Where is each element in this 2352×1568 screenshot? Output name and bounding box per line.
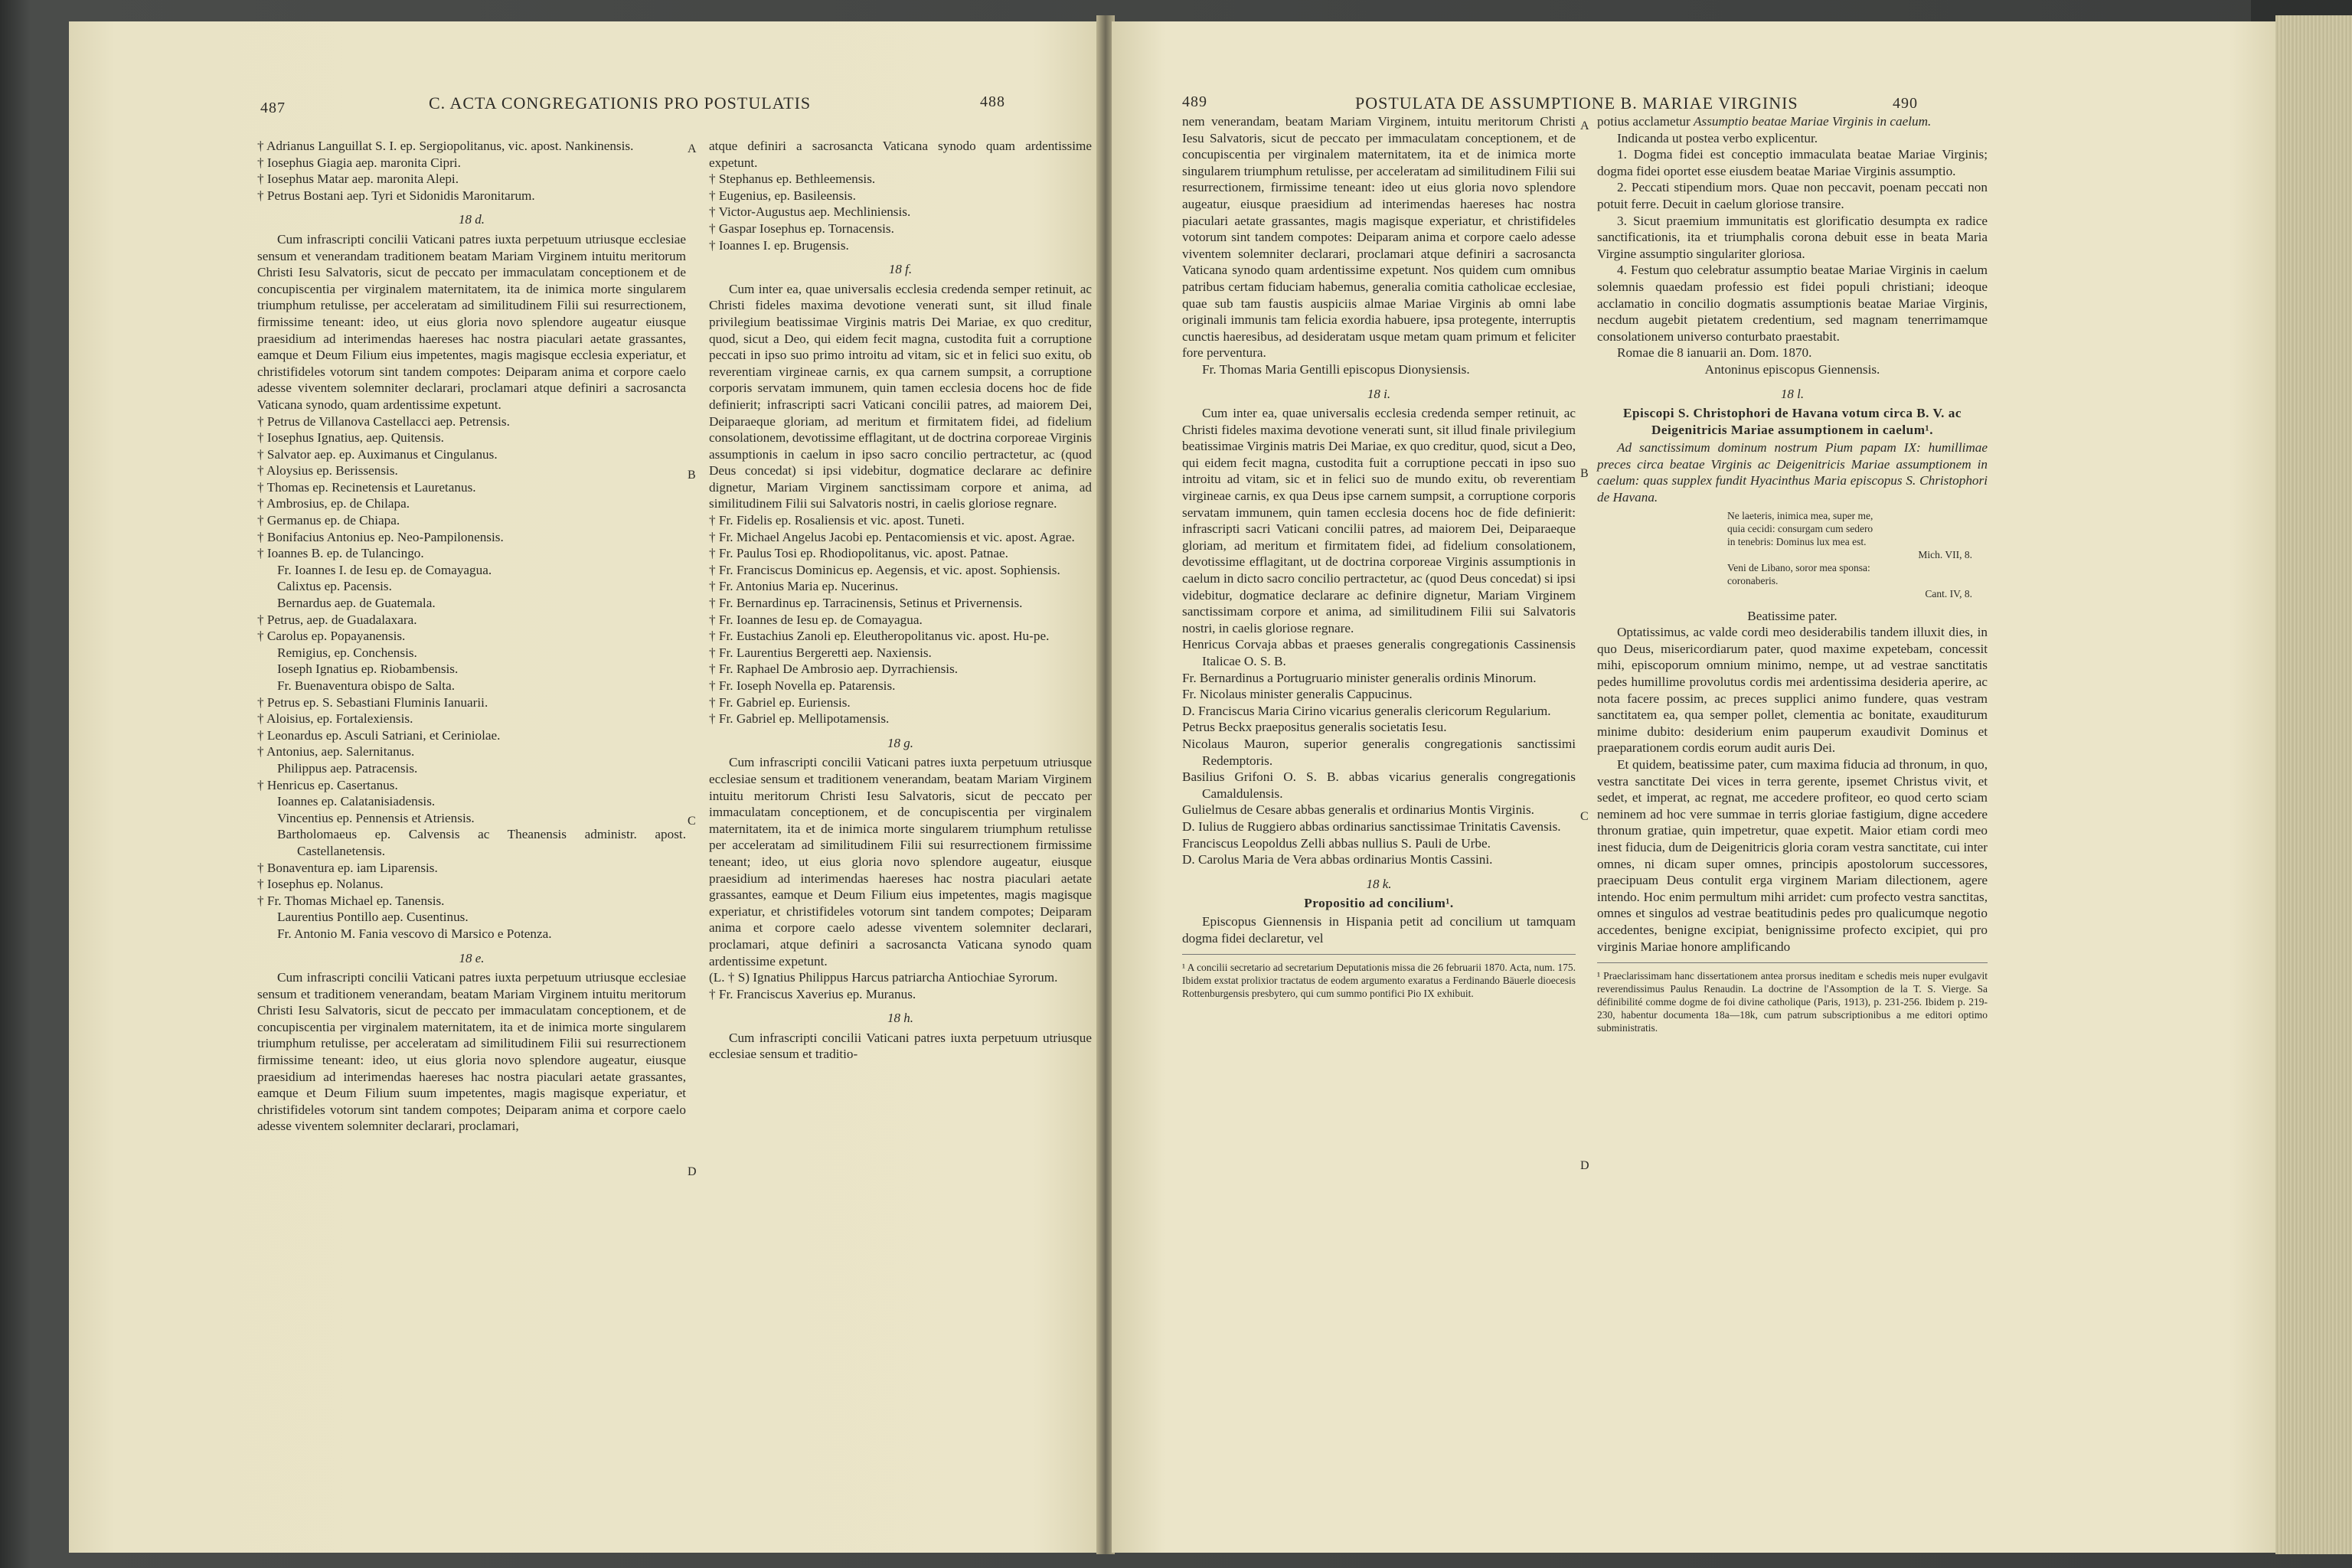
signatory-entry: † Gaspar Iosephus ep. Tornacensis.: [709, 220, 894, 236]
signatory-entry: Fr. Ioannes I. de Iesu ep. de Comayagua.: [277, 562, 492, 577]
marginal-letter-d: D: [1580, 1159, 1589, 1172]
section-18k-label: 18 k.: [1366, 876, 1392, 891]
signatory-entry: † Carolus ep. Popayanensis.: [257, 629, 406, 644]
text-acclametur: potius acclametur: [1597, 114, 1690, 129]
column-3: [1182, 113, 1576, 1000]
paragraph-indicanda: Indicanda ut postea verbo explicentur.: [1617, 130, 1818, 145]
paragraph-18g: Cum infrascripti concilii Vaticani patres iuxta perpetuum utriusque ecclesiae sensum et traditionem venerandam, beatam Mariam Virginem intuitu meritorum Christi Iesu Salvatoris, sicut de peccato per immaculatam conceptionem, et de concupiscentia per virginalem maternitatem, ita et de inimica morte singularem triumphum retulisse per acceleratam ad similitudinem Filii sui resurrectionem firmissime teneant; ideo, ut eius gloria novo splendore augeatur, eiusque praesidium ad interimendas haereses hac nostra piaculari aetate grassantes, eamque et Deum Filium eius impetentes, magis magisque experiatur, et christifideles votorum sint tandem compotes; Deiparam anima et corpore caelo adesse viventem solemniter declarari, proclamari, atque definiri a sacrosancta Vaticana synodo quam ardentissime expetunt.: [709, 755, 1092, 969]
paragraph-continued: nem venerandam, beatam Mariam Virginem, intuitu meritorum Christi Iesu Salvatoris, sicut de peccato per immaculatam conceptionem, et de concupiscentia per virginalem maternitatem, ita et de inimica morte singularem triumphum retulisse, per acceleratam ad similitudinem Filii sui resurrectionem, firmissime teneant: ideo ut eius gloria novo splendore augeatur, eiusque praesidium ad interimendas haereses hac nostra piaculari aetate grassantes, magis magisque experiatur, et christifideles votorum sint tandem compotes: Deiparam anima et corpore caelo adesse viventem solemniter declarari, proclamari atque definiri a sacrosancta Vaticana synodo quam ardentissime expetunt. Nos quidem cum omnibus patribus certam fiduciam habemus, generalia comitia catholicae ecclesiae, quae sub tam faustis auspiciis almae Mariae Virginis ab omni labe originali immunis tam felicia exordia habuere, ipsa protegente, interruptis cunctis haeresibus, ad desideratam usque metam quam primum et feliciter fore perventura.: [1182, 114, 1576, 361]
book-page-edges: [2275, 15, 2352, 1554]
signatory-entry: Ioseph Ignatius ep. Riobambensis.: [277, 662, 459, 677]
footnote-col3: ¹ A concilii secretario ad secretarium Deputationis missa die 26 februarii 1870. Acta, num. 175. Ibidem exstat prolixior tractatus de eodem argumento exaratus a Ferdinando Bäuerle dioecesis Rottenburgensis presbytero, qui cum summo pontifici Pio IX exhibuit.: [1182, 954, 1576, 1000]
signatory-entry: † Petrus de Villanova Castellacci aep. Petrensis.: [257, 413, 510, 429]
marginal-letter-c: C: [688, 815, 696, 828]
page-number-490: 490: [1893, 95, 1918, 112]
signatory-entry: † Eugenius, ep. Basileensis.: [709, 188, 856, 203]
signatory-entry: † Fr. Gabriel ep. Euriensis.: [709, 694, 851, 710]
paragraph-18f: Cum inter ea, quae universalis ecclesia credenda semper retinuit, ac Christi fideles maxima devotione venerati sunt, sit illud finale privilegium beatissimae Virginis matris Dei Mariae, ex quo creditur, quod, sicut a Deo, qui eidem fecit magna, custodita fuit a corruptione peccati in ipso suo primo introitu ad vitam, sic et in felici suo exitu, ob reverentiam virgineae carnis, ex qua carnem sumpsit, a corruptione corporis servatam immunem, quin tamen ecclesia docens hoc de fide definierit; infrascripti sacri Vaticani concilii patres, ad maiorem Dei, Deiparaeque gloriam, ad meritum et firmitatem fidei, ad fidelium consolationem, devotissime efflagitant, ut de doctrina corporeae Virginis assumptionis in caelum in ipso sacro concilio pertractetur, ac (quod Deus concedat) si ipsi videbitur, dogmatice declarare ac definire dignetur, Mariam Virginem sanctissimam corpore et anima, ad similitudinem Filii sui Salvatoris nostri, in caelis gloriose regnare.: [709, 281, 1092, 511]
paragraph-acclametur: [1597, 113, 1988, 130]
marginal-letter-c: C: [1580, 810, 1589, 823]
signatory-entry: † Fr. Bernardinus ep. Tarracinensis, Setinus et Privernensis.: [709, 596, 1023, 611]
section-18i-label: 18 i.: [1367, 386, 1391, 401]
signatory-entry: † Fr. Fidelis ep. Rosaliensis et vic. apost. Tuneti.: [709, 513, 965, 528]
marginal-letter-a: A: [688, 142, 697, 155]
date-line: Romae die 8 ianuarii an. Dom. 1870.: [1617, 345, 1812, 361]
section-18l-label: 18 l.: [1780, 386, 1805, 401]
page-number-488: 488: [980, 93, 1005, 110]
right-page: [1112, 21, 2275, 1553]
signatory-entry: Bartholomaeus ep. Calvensis ac Theanensis administr. apost. Castellanetensis.: [277, 827, 686, 858]
page-number-489: 489: [1182, 93, 1207, 110]
paragraph-point-4: 4. Festum quo celebratur assumptio beatae Mariae Virginis in caelum solemnis quaedam professio est fidei populi christiani; ideoque acclamatio in concilio dogmatis assumptionis beatae Mariae Virginis, necdum augebit pietatem credentium, sed magnam tenerrimamque consolationem universo conturbato praestabit.: [1597, 263, 1988, 344]
signatory-entry: Vincentius ep. Pennensis et Atriensis.: [277, 810, 475, 825]
signatory-entry: Bernardus aep. de Guatemala.: [277, 596, 436, 611]
signatory-entry: † Iosephus Matar aep. maronita Alepi.: [257, 172, 459, 187]
signatory-entry: † Germanus ep. de Chiapa.: [257, 513, 400, 528]
signatory-entry: D. Carolus Maria de Vera abbas ordinarius Montis Cassini.: [1182, 852, 1493, 867]
signatory-entry: † Fr. Raphael De Ambrosio aep. Dyrrachiensis.: [709, 662, 959, 677]
paragraph-point-3: 3. Sicut praemium immunitatis est glorificatio desumpta ex radice sanctificationis, ita et triumphalis corona debuit esse in beata Maria Virgine assumptio singulariter gloriosa.: [1597, 213, 1988, 261]
signatory-entry: Ioannes ep. Calatanisiadensis.: [277, 794, 436, 809]
signatory-entry: Gulielmus de Cesare abbas generalis et ordinarius Montis Virginis.: [1182, 802, 1534, 818]
signatory-entry: † Aloysius ep. Berissensis.: [257, 463, 398, 479]
signatory-entry: † Fr. Ioannes de Iesu ep. de Comayagua.: [709, 612, 923, 627]
signatory-entry: † Fr. Franciscus Xaverius ep. Muranus.: [709, 986, 916, 1001]
section-18g-label: 18 g.: [887, 735, 913, 750]
scripture-quote: [1597, 509, 1988, 600]
left-page: [69, 21, 1101, 1553]
signatory-entry: † Iosephus ep. Nolanus.: [257, 877, 384, 892]
signatory-entry: Remigius, ep. Conchensis.: [277, 645, 417, 660]
signatory-entry: Calixtus ep. Pacensis.: [277, 579, 392, 594]
quote-source: Mich. VII, 8.: [1918, 548, 1972, 560]
signatory-entry: † Ambrosius, ep. de Chilapa.: [257, 496, 410, 511]
quote-line: in tenebris: Dominus lux mea est.: [1727, 535, 1867, 547]
signatory-entry: Henricus Corvaja abbas et praeses generalis congregationis Cassinensis Italicae O. S. B.: [1182, 637, 1576, 668]
signatory-entry: Fr. Antonio M. Fania vescovo di Marsico e Potenza.: [277, 926, 552, 941]
signatory-entry: † Petrus ep. S. Sebastiani Fluminis Ianuarii.: [257, 694, 488, 710]
quote-line: coronaberis.: [1727, 574, 1779, 586]
heading-18k: Propositio ad concilium¹.: [1304, 896, 1454, 911]
signatory-entry: † Adrianus Languillat S. I. ep. Sergiopolitanus, vic. apost. Nankinensis.: [257, 139, 634, 153]
column-4: [1597, 113, 1988, 1034]
intro-italic: Ad sanctissimum dominum nostrum Pium papam IX: humillimae preces circa beatae Virginis ac Deigenitricis Mariae assumptionem in caelum: quas supplex fundit Hyacinthus Maria episcopus S. Christophori de Havana.: [1597, 440, 1988, 505]
column-2: [709, 138, 1092, 1063]
signatory-entry: Philippus aep. Patracensis.: [277, 760, 418, 776]
paragraph-optatissimus: Optatissimus, ac valde cordi meo desiderabilis tandem illuxit dies, in quo Deus, misericordiarum pater, quod maxime expetebam, concessit mihi, episcoporum omnium minimo, nempe, ut ad vestrae sanctitatis pedes humillime provolutus cordis mei ardentissima desideria aperire, ac nota facere possim, ac preces supplici animo fundere, quas vestram sanctitatem ea, qua semper pollet, clementia ac bonitate, exauditurum minime dubito: desiderium enim pauperum exaudivit Dominus et praeparationem cordis eorum audit auris Dei.: [1597, 625, 1988, 756]
left-running-title: C. ACTA CONGREGATIONIS PRO POSTULATIS: [429, 93, 812, 113]
signatory-entry: Fr. Bernardinus a Portugruario minister generalis ordinis Minorum.: [1182, 670, 1537, 685]
signatory-entry: D. Franciscus Maria Cirino vicarius generalis clericorum Regularium.: [1182, 703, 1551, 718]
signatory-entry: † Petrus, aep. de Guadalaxara.: [257, 612, 417, 627]
quote-line: Ne laeteris, inimica mea, super me,: [1727, 509, 1873, 521]
marginal-letter-b: B: [1580, 467, 1589, 480]
signatory-entry: Laurentius Pontillo aep. Cusentinus.: [277, 910, 469, 925]
section-18e-label: 18 e.: [459, 950, 485, 965]
signatory-entry: † Bonifacius Antonius ep. Neo-Pampilonensis.: [257, 529, 504, 544]
signatory-entry: (L. † S) Ignatius Philippus Harcus patriarcha Antiochiae Syrorum.: [709, 970, 1058, 985]
signatory-entry: † Fr. Laurentius Bergeretti aep. Naxiensis.: [709, 645, 932, 660]
paragraph-18h: Cum infrascripti concilii Vaticani patres iuxta perpetuum utriusque ecclesiae sensum et traditio-: [709, 1030, 1092, 1062]
signatory-entry: Fr. Buenaventura obispo de Salta.: [277, 678, 455, 693]
signatory-entry: † Fr. Ioseph Novella ep. Patarensis.: [709, 678, 896, 693]
signatory-entry: † Bonaventura ep. iam Liparensis.: [257, 860, 438, 875]
quote-line: Veni de Libano, soror mea sponsa:: [1727, 561, 1870, 573]
signatory-entry: † Fr. Eustachius Zanoli ep. Eleutheropolitanus vic. apost. Hu-pe.: [709, 629, 1050, 644]
signatory-entry: † Leonardus ep. Asculi Satriani, et Ceriniolae.: [257, 727, 501, 743]
signatory-entry: Petrus Beckx praepositus generalis societatis Iesu.: [1182, 720, 1447, 735]
signatory-entry: † Salvator aep. ep. Auximanus et Cingulanus.: [257, 446, 498, 462]
signatory-entry: † Thomas ep. Recinetensis et Lauretanus.: [257, 479, 476, 495]
text-assumptio-italic: Assumptio beatae Mariae Virginis in caelum.: [1694, 114, 1932, 129]
right-running-title: POSTULATA DE ASSUMPTIONE B. MARIAE VIRGINIS: [1355, 93, 1798, 113]
signatory-entry: Nicolaus Mauron, superior generalis congregationis sanctissimi Redemptoris.: [1182, 736, 1576, 768]
marginal-letter-b: B: [688, 469, 696, 482]
paragraph-et-quidem: Et quidem, beatissime pater, cum maxima fiducia ad thronum, in quo, vestra sanctitate Dei vices in terra gerente, ipsemet Christus vivit, et sedet, et imperat, ac regnat, me accedere profiteor, eo quod certo sciam neminem ad hoc vere summae in terris gloriae fastigium, digne accedere thronum gratiae, quin impetretur, quae expetit. Maior etiam cordi meo inest fiducia, dum de Deigenitricis gloria coram vestra sanctitate, cui inter omnes, ni dicam super omnes, principis apostolorum successores, praecipuam Deus contulit erga virginem Mariam dilectionem, agere intendo. Hoc enim permultum mihi arridet: cum profecto vestra sanctitas, omnes et singulos ad vestrae beatitudinis pedes pro qualicumque negotio accedentes, benigne excipiat, benignissime profecto excipiet, qui pro virginis Mariae honore amplificando: [1597, 757, 1988, 954]
section-18f-label: 18 f.: [888, 262, 913, 277]
quote-line: quia cecidi: consurgam cum sedero: [1727, 522, 1873, 534]
signatory-entry: † Fr. Gabriel ep. Mellipotamensis.: [709, 711, 890, 727]
signatory-entry: D. Iulius de Ruggiero abbas ordinarius sanctissimae Trinitatis Cavensis.: [1182, 818, 1561, 834]
signatory-entry: † Petrus Bostani aep. Tyri et Sidonidis Maronitarum.: [257, 188, 535, 203]
signatory-entry: † Iosephus Giagia aep. maronita Cipri.: [257, 155, 461, 170]
signatory-entry: † Fr. Thomas Michael ep. Tanensis.: [257, 893, 445, 908]
signatory-entry: † Henricus ep. Casertanus.: [257, 777, 398, 792]
quote-source: Cant. IV, 8.: [1925, 587, 1972, 599]
paragraph-18e: Cum infrascripti concilii Vaticani patres iuxta perpetuum utriusque ecclesiae sensum et traditionem venerandam, beatam Mariam Virginem intuitu meritorum Christi Iesu Salvatoris, sicut de peccato per immaculatam conceptionem, et de concupiscentia per virginalem maternitatem, ita et de inimica morte singularem triumphum retulisse, per acceleratam ad similitudinem Filii sui resurrectionem firmissime teneant: ideo, ut eius gloria novo splendore augeatur, eiusque praesidium ad interimendas haereses hac nostra piaculari aetate grassantes, eamque et Deum Filium suum impetentes, magis magisque experiatur, et christifideles votorum sint tandem compotes; Deiparam anima et corpore caelo adesse viventem solemniter declarari, proclamari,: [257, 970, 686, 1134]
signatory-entry: † Fr. Michael Angelus Jacobi ep. Pentacomiensis et vic. apost. Agrae.: [709, 529, 1075, 544]
signatory-entry: † Aloisius, ep. Fortalexiensis.: [257, 711, 413, 727]
footnote-col4: ¹ Praeclarissimam hanc dissertationem antea prorsus ineditam e schedis meis nuper evulgavit reverendissimus Paulus Renaudin. La doctrine de l'Assomption de la T. S. Vierge. Sa définibilité comme dogme de foi divine catholique (Paris, 1913), p. 231-256. Ibidem p. 219-230, habentur documenta 18a—18k, cum patrum subscriptionibus a me editori optimo subministratis.: [1597, 962, 1988, 1034]
signatory-entry: † Antonius, aep. Salernitanus.: [257, 744, 415, 760]
column-1: [257, 138, 686, 1135]
signatory-entry: † Fr. Antonius Maria ep. Nucerinus.: [709, 579, 899, 594]
paragraph-point-2: 2. Peccati stipendium mors. Quae non peccavit, poenam peccati non potuit ferre. Decuit in caelum gloriose transire.: [1597, 180, 1988, 211]
paragraph-18i: Cum inter ea, quae universalis ecclesia credenda semper retinuit, ac Christi fideles maxima devotione venerati sunt, sit illud finale privilegium beatissimae Virginis matris Dei Mariae, ex quo creditur, quod, sicut a Deo, qui eidem fecit magna, custodita fuit a corruptione peccati in ipso suo introitu ad vitam, sic et in felici suo de mundo exitu, ob reverentiam virgineae carnis, ex qua Deus ipse carnem sumpsit, a corruptione corporis servatam immunem, quin tamen ecclesia docens hoc de fide definierit: infrascripti sacri Vaticani concilii patres, ad maiorem Dei, Deiparaeque gloriam, ad meritum et firmitatem fidei, ad fidelium consolationem, devotissime efflagitant, ut de doctrina corporeae Virginis assumptionis in caelum in dicto sacro concilio pertractetur, ac (quod Deus concedat) si ipsi videbitur, dogmatice declarare ac definire dignetur, Mariam Virginem sanctissimam corpore et anima, ad similitudinem Filii sui Salvatoris nostri, in caelis gloriose regnare.: [1182, 406, 1576, 635]
signatory-entry: Basilius Grifoni O. S. B. abbas vicarius generalis congregationis Camaldulensis.: [1182, 769, 1576, 801]
signature-giennensis: Antoninus episcopus Giennensis.: [1704, 361, 1880, 377]
section-18h-label: 18 h.: [887, 1011, 913, 1026]
signatory-entry: Fr. Nicolaus minister generalis Cappucinus.: [1182, 687, 1413, 702]
paragraph-18k: Episcopus Giennensis in Hispania petit ad concilium ut tamquam dogma fidei declaretur, vel: [1182, 913, 1576, 946]
paragraph-continued: atque definiri a sacrosancta Vaticana synodo quam ardentissime expetunt.: [709, 139, 1092, 170]
salutation: Beatissime pater.: [1747, 608, 1838, 623]
signatory-entry: Franciscus Leopoldus Zelli abbas nullius S. Pauli de Urbe.: [1182, 835, 1491, 851]
marginal-letter-d: D: [688, 1165, 697, 1178]
signatory-entry: † Fr. Franciscus Dominicus ep. Aegensis, et vic. apost. Sophiensis.: [709, 562, 1060, 577]
section-18d-label: 18 d.: [459, 212, 485, 227]
page-number-487: 487: [260, 100, 286, 116]
signatory-entry: † Iosephus Ignatius, aep. Quitensis.: [257, 430, 444, 446]
heading-18l: Episcopi S. Christophori de Havana votum circa B. V. ac Deigenitricis Mariae assumptionem in caelum¹.: [1623, 406, 1962, 437]
signature-18h: Fr. Thomas Maria Gentilli episcopus Dionysiensis.: [1202, 361, 1470, 377]
signatory-entry: † Ioannes B. ep. de Tulancingo.: [257, 546, 424, 561]
signatory-entry: † Fr. Paulus Tosi ep. Rhodiopolitanus, vic. apost. Patnae.: [709, 546, 1008, 561]
marginal-letter-a: A: [1580, 119, 1589, 132]
signatory-entry: † Ioannes I. ep. Brugensis.: [709, 237, 849, 253]
paragraph-18d: Cum infrascripti concilii Vaticani patres iuxta perpetuum utriusque ecclesiae sensum et venerandam traditionem beatam Mariam Virginem intuitu meritorum Christi Iesu Salvatoris, sicut de peccato per immaculatam conceptionem et de concupiscentia per virginalem maternitatem, ita de inimica morte singularem triumphum retulisse, per acceleratam ad similitudinem Filii sui resurrectionem, firmissime teneant: ideo, ut eius gloria novo splendore augeatur eiusque praesidium ad interimendas haereses hac nostra piaculari aetate grassantes, eamque et Deum Filium eius impetentes, magis magisque ecclesia experiatur, et christifideles votorum sint tandem compotes: Deiparam anima et corpore caelo adesse viventem solemniter declarari, proclamari atque definiri a sacrosancta Vaticana synodo, quam ardentissime expetunt.: [257, 231, 686, 412]
paragraph-point-1: 1. Dogma fidei est conceptio immaculata beatae Mariae Virginis; dogma fidei oportet esse eiusdem beatae Mariae Virginis assumptio.: [1597, 147, 1988, 178]
signatory-entry: † Stephanus ep. Bethleemensis.: [709, 172, 876, 187]
signatory-entry: † Victor-Augustus aep. Mechliniensis.: [709, 204, 911, 220]
